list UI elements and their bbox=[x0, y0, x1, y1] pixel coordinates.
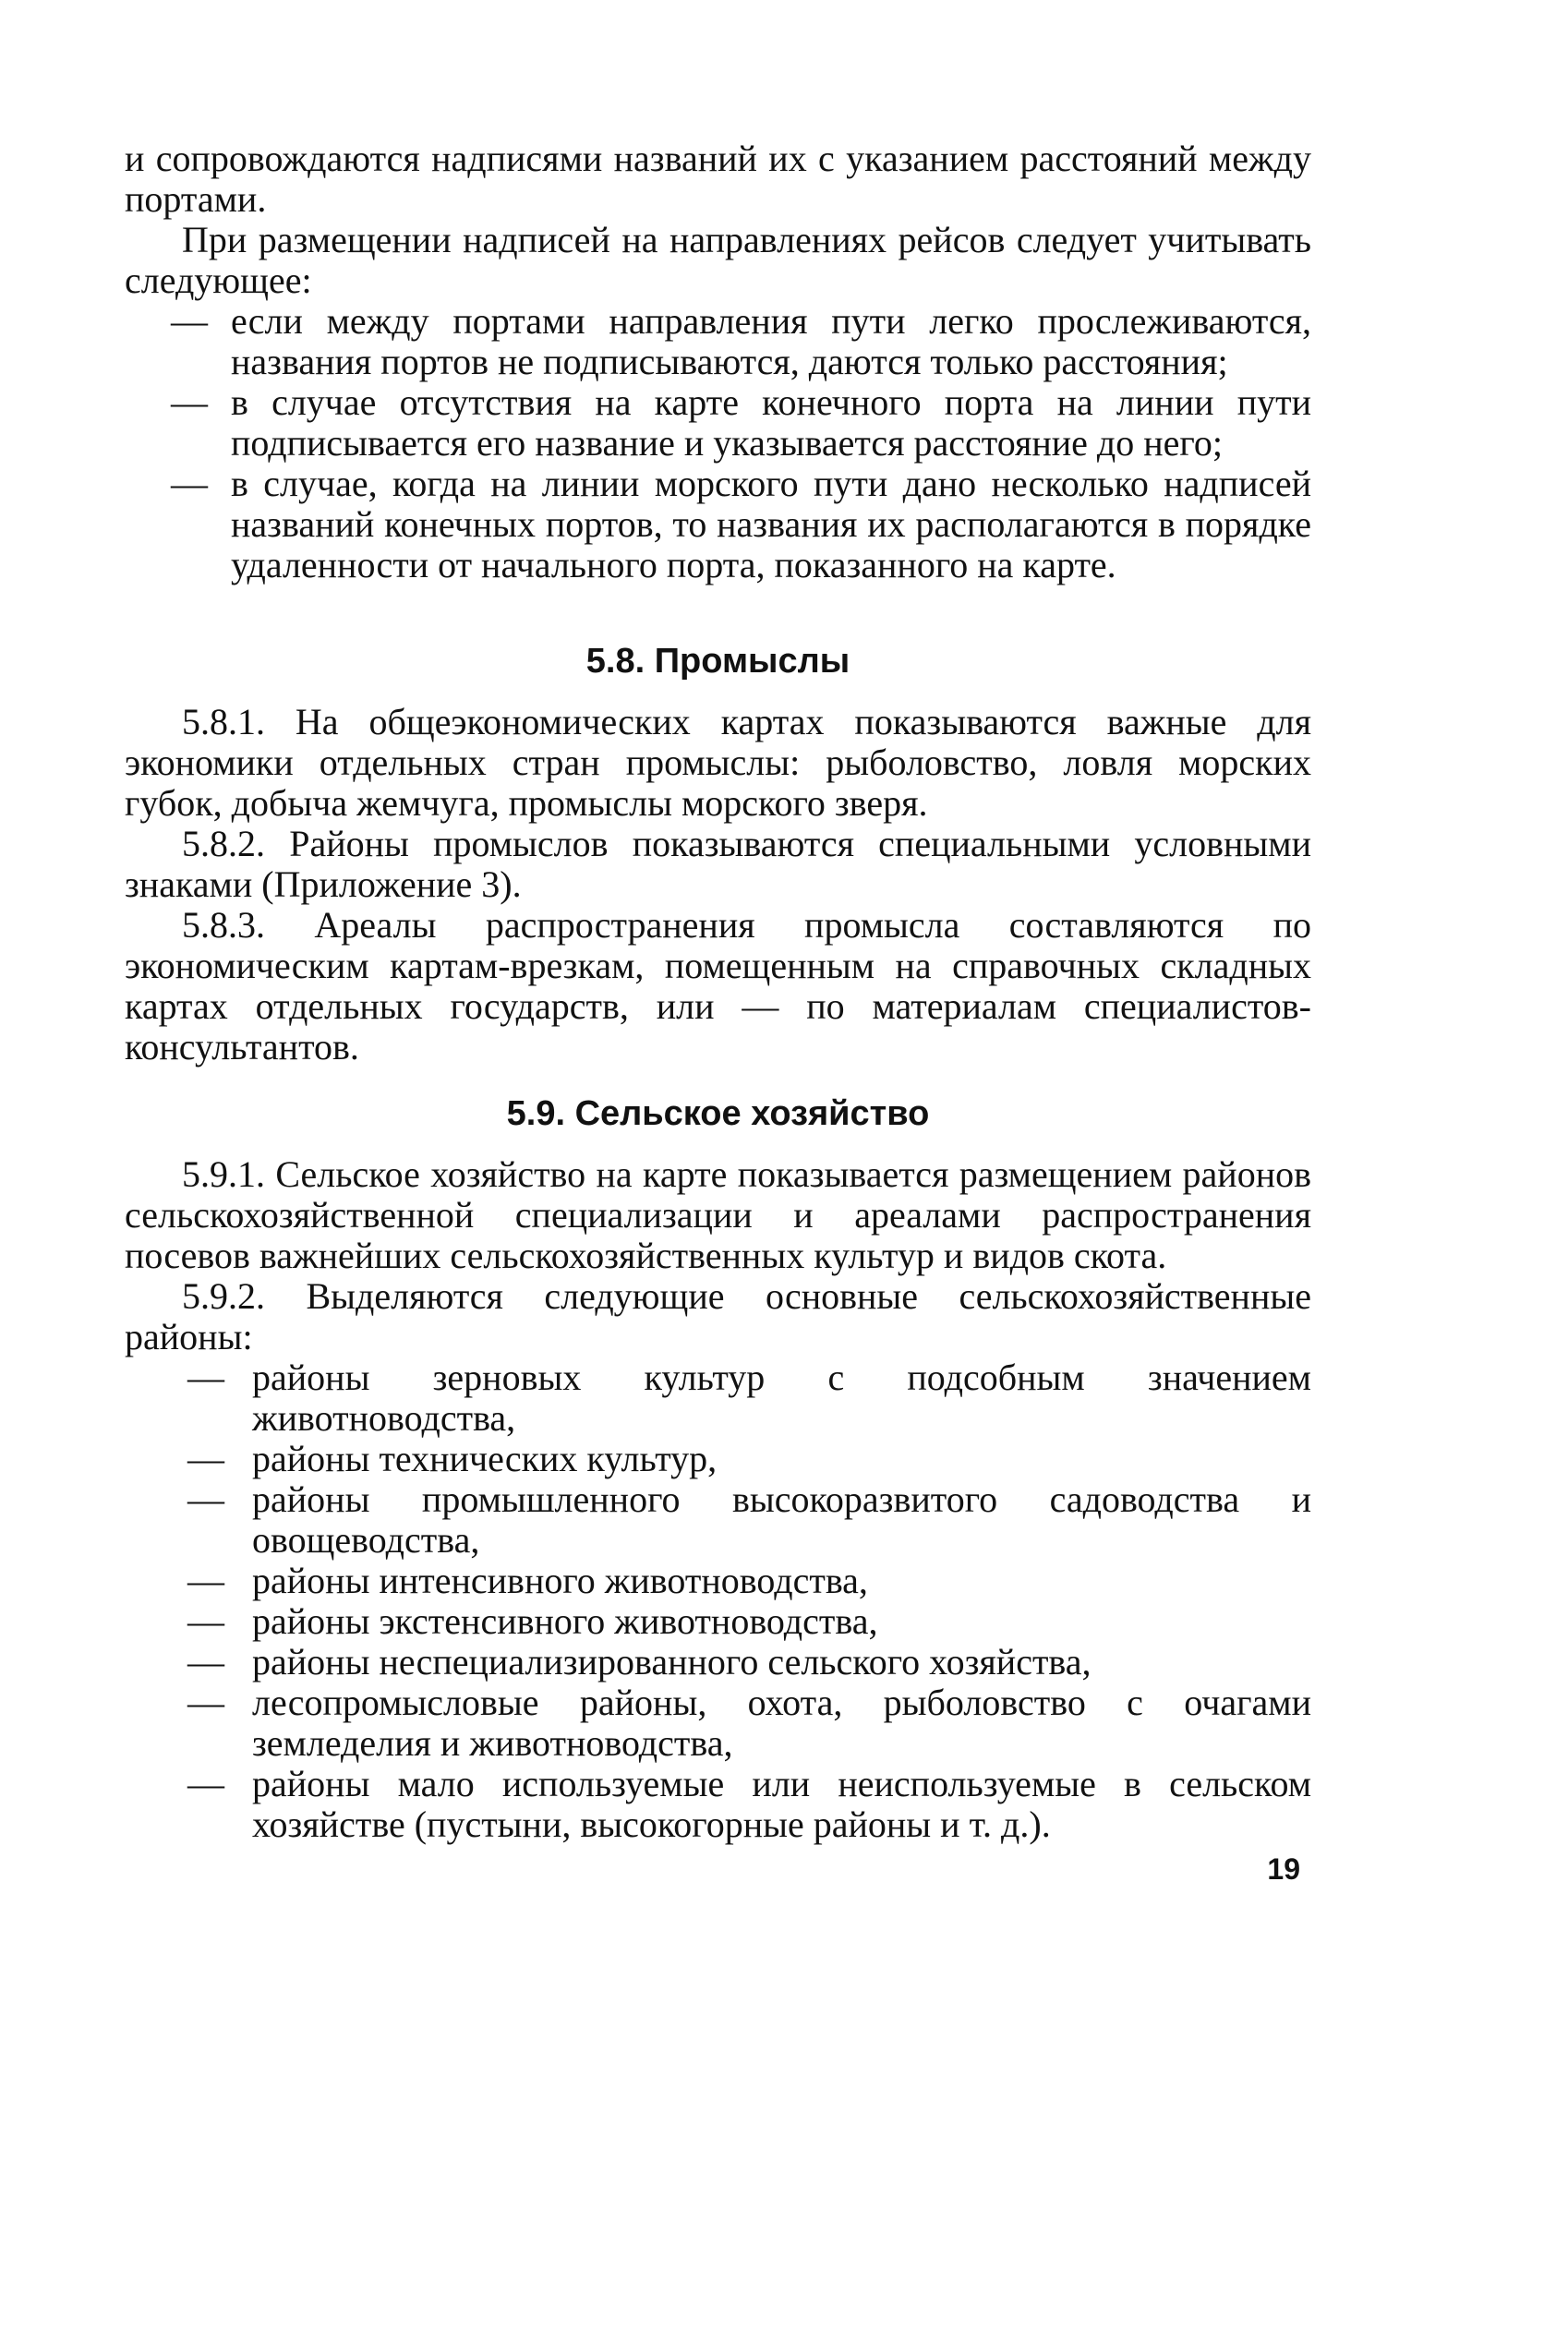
page-number: 19 bbox=[1267, 1852, 1300, 1886]
section-heading-5-8: 5.8. Промыслы bbox=[585, 642, 850, 681]
bullet-dash: — bbox=[187, 1600, 224, 1642]
intro-continuation: и сопровождаются надписями названий их с указанием расстояний между портами. bbox=[125, 138, 1311, 220]
intro-paragraph: При размещении надписей на направлениях рейсов следует учитывать следующее: bbox=[125, 219, 1311, 301]
list-item-text: районы неспециализированного сельского хозяйства, bbox=[252, 1641, 1092, 1683]
bullet-dash: — bbox=[187, 1682, 224, 1723]
paragraph-5-9-1: 5.9.1. Сельское хозяйство на карте показывается размещением районов сельскохозяйственной специализации и ареалами распространения посевов важнейших сельскохозяйственных культур и видов скота. bbox=[125, 1153, 1311, 1276]
list-item bbox=[125, 1479, 1311, 1561]
paragraph-5-8-2: 5.8.2. Районы промыслов показываются специальными условными знаками (Приложение 3). bbox=[125, 823, 1311, 905]
bullet-dash: — bbox=[187, 1763, 224, 1804]
agriculture-bullet-list bbox=[125, 1357, 1311, 1845]
list-item bbox=[125, 464, 1311, 585]
bullet-dash: — bbox=[187, 1438, 224, 1479]
bullet-dash: — bbox=[187, 1560, 224, 1601]
intro-bullet-list bbox=[125, 301, 1311, 585]
list-item bbox=[125, 1683, 1311, 1764]
paragraph-5-8-3: 5.8.3. Ареалы распространения промысла составляются по экономическим картам-врезкам, помещенным на справочных складных картах отдельных государств, или — по материалам специалистов-консультантов. bbox=[125, 904, 1311, 1067]
section-heading-5-9: 5.9. Сельское хозяйство bbox=[506, 1094, 930, 1133]
paragraph-5-8-1: 5.8.1. На общеэкономических картах показываются важные для экономики отдельных стран промыслы: рыболовство, ловля морских губок, добыча жемчуга, промыслы морского зверя. bbox=[125, 701, 1311, 824]
list-item-text: районы интенсивного животноводства, bbox=[252, 1560, 868, 1601]
list-item bbox=[125, 1601, 1311, 1642]
list-item-text: в случае, когда на линии морского пути дано несколько надписей названий конечных портов, то названия их располагаются в порядке удаленности от начального порта, показанного на карте. bbox=[231, 463, 1311, 585]
list-item bbox=[125, 382, 1311, 464]
bullet-dash: — bbox=[187, 1478, 224, 1520]
bullet-dash: — bbox=[171, 381, 208, 423]
list-item bbox=[125, 301, 1311, 382]
paragraph-5-9-2: 5.9.2. Выделяются следующие основные сельскохозяйственные районы: bbox=[125, 1275, 1311, 1357]
list-item bbox=[125, 1642, 1311, 1683]
list-item bbox=[125, 1357, 1311, 1439]
list-item-text: районы зерновых культур с подсобным значением животноводства, bbox=[252, 1357, 1311, 1439]
bullet-dash: — bbox=[171, 300, 208, 342]
list-item bbox=[125, 1561, 1311, 1601]
bullet-dash: — bbox=[187, 1641, 224, 1683]
list-item-text: районы мало используемые или неиспользуемые в сельском хозяйстве (пустыни, высокогорные районы и т. д.). bbox=[252, 1763, 1311, 1845]
list-item-text: лесопромысловые районы, охота, рыболовство с очагами земледелия и животноводства, bbox=[252, 1682, 1311, 1764]
list-item-text: районы экстенсивного животноводства, bbox=[252, 1600, 878, 1642]
list-item bbox=[125, 1764, 1311, 1845]
list-item bbox=[125, 1439, 1311, 1479]
bullet-dash: — bbox=[187, 1357, 224, 1398]
list-item-text: районы технических культур, bbox=[252, 1438, 718, 1479]
list-item-text: в случае отсутствия на карте конечного порта на линии пути подписывается его название и указывается расстояние до него; bbox=[231, 381, 1311, 464]
list-item-text: если между портами направления пути легко прослеживаются, названия портов не подписываются, даются только расстояния; bbox=[231, 300, 1311, 382]
document-page bbox=[125, 139, 1311, 1887]
bullet-dash: — bbox=[171, 463, 208, 504]
list-item-text: районы промышленного высокоразвитого садоводства и овощеводства, bbox=[252, 1478, 1311, 1561]
